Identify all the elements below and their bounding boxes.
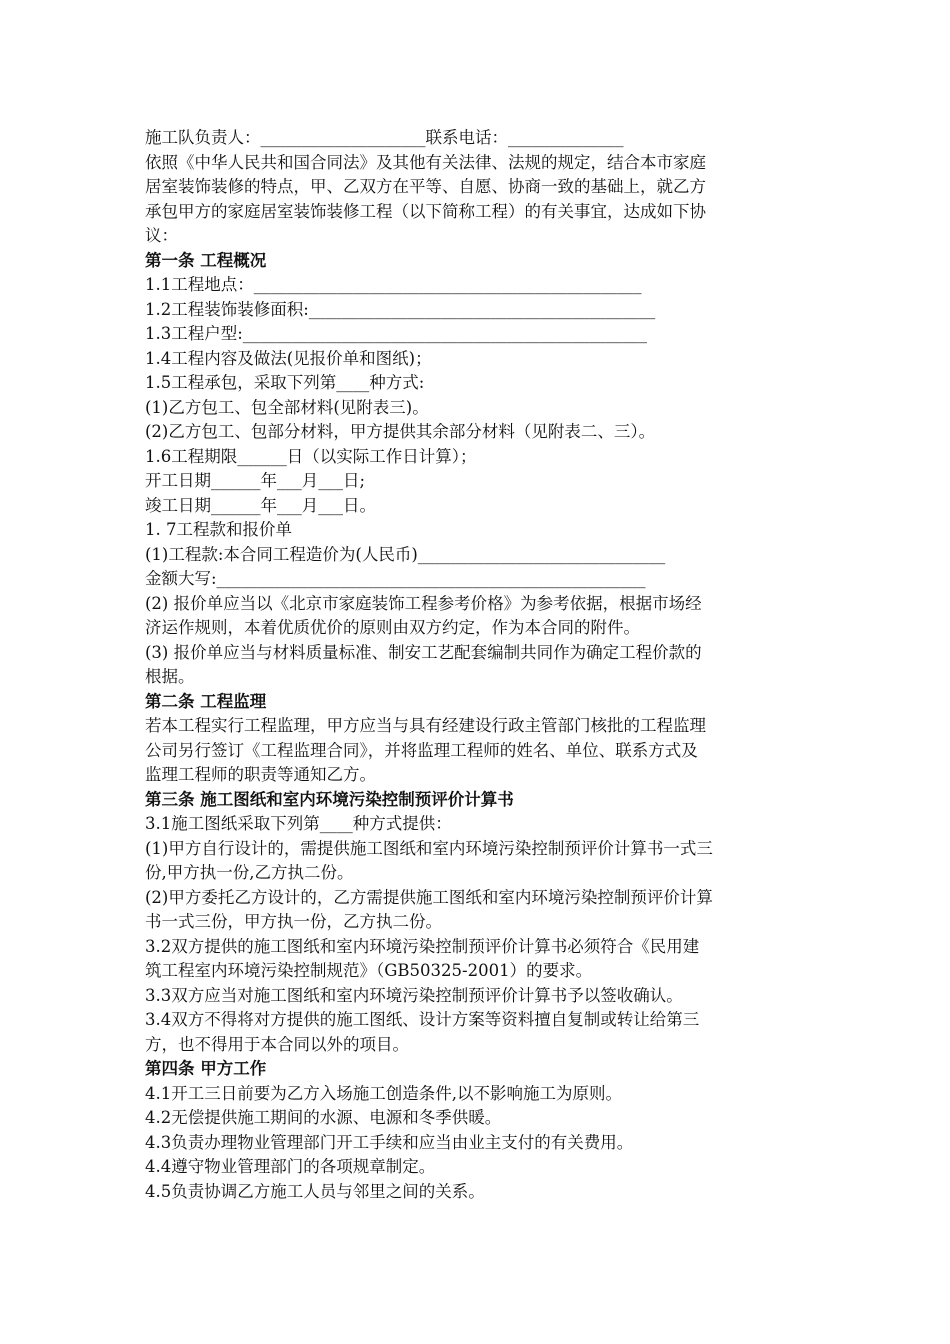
text-line: 4.5负责协调乙方施工人员与邻里之间的关系。 (145, 1181, 485, 1201)
text-line: 3.1施工图纸采取下列第____种方式提供： (145, 814, 452, 833)
text-line: 4.1开工三日前要为乙方入场施工创造条件,以不影响施工为原则。 (145, 1083, 622, 1103)
text-line: 4.4遵守物业管理部门的各项规章制定。 (145, 1157, 436, 1176)
text-line: 1.1工程地点：_______________________________________________ (145, 275, 642, 294)
text-line: (2)甲方委托乙方设计的，乙方需提供施工图纸和室内环境污染控制预评价计算 (145, 887, 713, 907)
text-line: 1.5工程承包，采取下列第____种方式: (145, 373, 425, 392)
text-line: 3.3双方应当对施工图纸和室内环境污染控制预评价计算书予以签收确认。 (145, 985, 683, 1005)
section-heading: 第三条 施工图纸和室内环境污染控制预评价计算书 (145, 789, 514, 809)
text-line: (1)乙方包工、包全部材料(见附表三)。 (145, 397, 429, 417)
text-line: 4.3负责办理物业管理部门开工手续和应当由业主支付的有关费用。 (145, 1132, 634, 1152)
text-line: (2)乙方包工、包部分材料，甲方提供其余部分材料（见附表二、三）。 (145, 422, 656, 441)
text-line: 1.4工程内容及做法(见报价单和图纸)； (145, 348, 432, 368)
text-line: 书一式三份，甲方执一份，乙方执二份。 (145, 912, 442, 931)
text-line: 4.2无偿提供施工期间的水源、电源和冬季供暖。 (145, 1108, 502, 1127)
text-line: (2) 报价单应当以《北京市家庭装饰工程参考价格》为参考依据，根据市场经 (145, 593, 702, 613)
text-line: 金额大写:____________________________________________________ (145, 569, 646, 588)
section-heading: 第一条 工程概况 (145, 250, 267, 270)
text-line: 1.6工程期限______日（以实际工作日计算）； (145, 446, 477, 466)
text-line: (1)甲方自行设计的，需提供施工图纸和室内环境污染控制预评价计算书一式三 (145, 838, 713, 858)
text-line: 1.2工程装饰装修面积:__________________________________________ (145, 299, 656, 319)
text-line: 3.2双方提供的施工图纸和室内环境污染控制预评价计算书必须符合《民用建 (145, 936, 700, 956)
contract-body (145, 126, 805, 1204)
text-line: 根据。 (145, 667, 195, 686)
text-line: (1)工程款:本合同工程造价为(人民币)______________________________ (145, 544, 666, 564)
text-line: 竣工日期______年___月___日。 (145, 495, 376, 515)
text-line: 筑工程室内环境污染控制规范》（GB50325-2001）的要求。 (145, 961, 593, 980)
text-line: 公司另行签订《工程监理合同》，并将监理工程师的姓名、单位、联系方式及 (145, 740, 698, 760)
text-line: 济运作规则，本着优质优价的原则由双方约定，作为本合同的附件。 (145, 618, 640, 637)
text-line: 施工队负责人：____________________联系电话：______________ (145, 128, 624, 147)
text-line: 依照《中华人民共和国合同法》及其他有关法律、法规的规定，结合本市家庭 (145, 152, 706, 172)
section-heading: 第二条 工程监理 (145, 691, 267, 711)
section-heading: 第四条 甲方工作 (145, 1059, 267, 1078)
text-line: (3) 报价单应当与材料质量标准、制安工艺配套编制共同作为确定工程价款的 (145, 642, 702, 662)
text-line: 1.3工程户型:_________________________________________________ (145, 324, 648, 343)
text-line: 开工日期______年___月___日; (145, 471, 366, 490)
text-line: 3.4双方不得将对方提供的施工图纸、设计方案等资料擅自复制或转让给第三 (145, 1010, 700, 1029)
text-line: 份,甲方执一份,乙方执二份。 (145, 863, 354, 882)
text-line: 承包甲方的家庭居室装饰装修工程（以下简称工程）的有关事宜，达成如下协 (145, 201, 706, 221)
text-line: 监理工程师的职责等通知乙方。 (145, 765, 376, 784)
text-line: 若本工程实行工程监理，甲方应当与具有经建设行政主管部门核批的工程监理 (145, 716, 706, 735)
text-line: 议： (145, 226, 178, 245)
text-line: 方，也不得用于本合同以外的项目。 (145, 1034, 409, 1054)
text-line: 居室装饰装修的特点，甲、乙双方在平等、自愿、协商一致的基础上，就乙方 (145, 177, 706, 196)
text-line: 1. 7工程款和报价单 (145, 520, 292, 539)
